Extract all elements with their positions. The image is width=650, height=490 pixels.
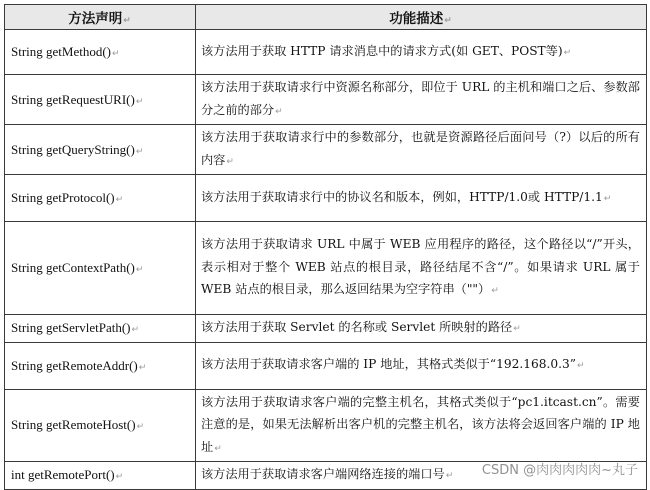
method-description: 该方法用于获取请求 URL 中属于 WEB 应用程序的路径，这个路径以“/”开头，表示相对于整个 WEB 站点的根目录，路径结尾不含“/”。如果请求 URL 属于 WEB 站点的根目录，那么返回结果为空字符串（""）↵ bbox=[196, 222, 647, 315]
method-description: 该方法用于获取请求行中资源名称部分，即位于 URL 的主机和端口之后、参数部分之前的部分↵ bbox=[196, 75, 647, 125]
method-table bbox=[4, 4, 647, 490]
method-name: String getContextPath()↵ bbox=[5, 222, 196, 315]
paragraph-mark-icon: ↵ bbox=[226, 156, 234, 167]
paragraph-mark-icon: ↵ bbox=[123, 16, 131, 26]
paragraph-mark-icon: ↵ bbox=[577, 361, 585, 372]
method-name: String getProtocol()↵ bbox=[5, 175, 196, 222]
table-row bbox=[5, 315, 647, 343]
header-description: 功能描述↵ bbox=[196, 5, 647, 30]
method-description: 该方法用于获取请求客户端的完整主机名，其格式类似于“pc1.itcast.cn”。需要注意的是，如果无法解析出客户机的完整主机名，该方法将会返回客户端的 IP 地址↵ bbox=[196, 389, 647, 462]
paragraph-mark-icon: ↵ bbox=[136, 422, 145, 433]
paragraph-mark-icon: ↵ bbox=[513, 324, 521, 334]
table-row bbox=[5, 75, 647, 125]
table-row bbox=[5, 342, 647, 389]
header-method: 方法声明↵ bbox=[5, 5, 196, 30]
paragraph-mark-icon: ↵ bbox=[603, 193, 612, 204]
paragraph-mark-icon: ↵ bbox=[444, 16, 452, 26]
paragraph-mark-icon: ↵ bbox=[445, 471, 454, 481]
paragraph-mark-icon: ↵ bbox=[135, 96, 144, 107]
paragraph-mark-icon: ↵ bbox=[115, 195, 124, 205]
table-header-row bbox=[5, 5, 647, 30]
method-name: String getServletPath()↵ bbox=[5, 315, 196, 343]
table-row bbox=[5, 30, 647, 75]
table-row bbox=[5, 125, 647, 175]
paragraph-mark-icon: ↵ bbox=[112, 49, 120, 59]
csdn-watermark: CSDN @肉肉肉肉肉~丸子 bbox=[481, 463, 638, 478]
paragraph-mark-icon: ↵ bbox=[563, 47, 572, 58]
method-name: String getMethod()↵ bbox=[5, 30, 196, 75]
method-description: 该方法用于获取 HTTP 请求消息中的请求方式(如 GET、POST等)↵ bbox=[196, 30, 647, 75]
paragraph-mark-icon: ↵ bbox=[275, 106, 283, 117]
paragraph-mark-icon: ↵ bbox=[135, 146, 144, 157]
method-name: String getRequestURI()↵ bbox=[5, 75, 196, 125]
method-name: String getRemoteAddr()↵ bbox=[5, 342, 196, 389]
table-row bbox=[5, 175, 647, 222]
method-name: int getRemotePort()↵ bbox=[5, 462, 196, 490]
paragraph-mark-icon: ↵ bbox=[138, 362, 147, 373]
method-description: 该方法用于获取请求行中的协议名和版本，例如，HTTP/1.0或 HTTP/1.1↵ bbox=[196, 175, 647, 222]
method-name: String getRemoteHost()↵ bbox=[5, 389, 196, 462]
table-row bbox=[5, 222, 647, 315]
paragraph-mark-icon: ↵ bbox=[131, 325, 140, 336]
paragraph-mark-icon: ↵ bbox=[214, 443, 222, 454]
method-name: String getQueryString()↵ bbox=[5, 125, 196, 175]
table-row bbox=[5, 389, 647, 462]
paragraph-mark-icon: ↵ bbox=[491, 286, 499, 297]
method-description: 该方法用于获取请求客户端的 IP 地址，其格式类似于“192.168.0.3”↵ bbox=[196, 342, 647, 389]
method-description: 该方法用于获取请求客户端网络连接的端口号↵ bbox=[196, 462, 647, 490]
method-description: 该方法用于获取请求行中的参数部分，也就是资源路径后面问号（?）以后的所有内容↵ bbox=[196, 125, 647, 175]
paragraph-mark-icon: ↵ bbox=[135, 265, 144, 275]
method-description: 该方法用于获取 Servlet 的名称或 Servlet 所映射的路径↵ bbox=[196, 315, 647, 343]
paragraph-mark-icon: ↵ bbox=[115, 472, 124, 483]
